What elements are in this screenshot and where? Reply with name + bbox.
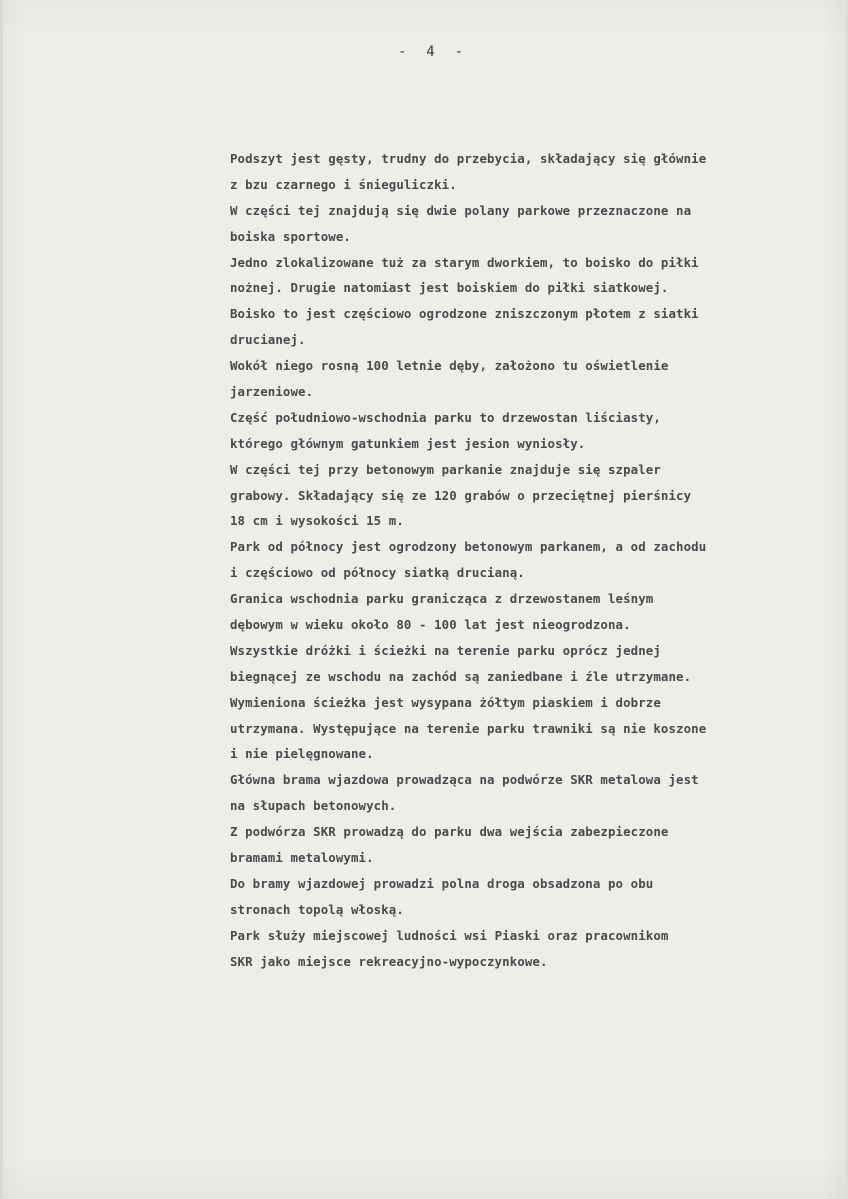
text-line: Granica wschodnia parku granicząca z drzewostanem leśnym (230, 591, 654, 607)
text-line: 18 cm i wysokości 15 m. (230, 513, 404, 529)
text-line: utrzymana. Występujące na terenie parku trawniki są nie koszone (230, 720, 707, 736)
text-line: Park od północy jest ogrodzony betonowym parkanem, a od zachodu (230, 539, 707, 555)
text-line: Główna brama wjazdowa prowadząca na podwórze SKR metalowa jest (230, 772, 699, 788)
text-line: Wymieniona ścieżka jest wysypana żółtym piaskiem i dobrze (230, 694, 661, 710)
text-line: nożnej. Drugie natomiast jest boiskiem do piłki siatkowej. (230, 280, 669, 296)
text-line: Podszyt jest gęsty, trudny do przebycia, składający się głównie (230, 151, 707, 166)
text-line: i częściowo od północy siatką drucianą. (230, 565, 525, 581)
text-line: Wszystkie dróżki i ścieżki na terenie parku oprócz jednej (230, 642, 661, 658)
text-line: W części tej znajdują się dwie polany parkowe przeznaczone na (230, 202, 692, 218)
text-line: Z podwórza SKR prowadzą do parku dwa wejścia zabezpieczone (230, 824, 669, 840)
text-line: Park służy miejscowej ludności wsi Piaski oraz pracownikom (230, 927, 669, 943)
text-line: dębowym w wieku około 80 - 100 lat jest nieogrodzona. (230, 617, 631, 633)
text-line: bramami metalowymi. (230, 850, 374, 866)
text-line: z bzu czarnego i śnieguliczki. (230, 176, 457, 192)
text-line: Wokół niego rosną 100 letnie dęby, założono tu oświetlenie (230, 358, 669, 374)
page-number: - 4 - (398, 44, 465, 60)
text-line: Część południowo-wschodnia parku to drzewostan liściasty, (230, 409, 661, 425)
text-line: grabowy. Składający się ze 120 grabów o przeciętnej pierśnicy (230, 487, 692, 503)
text-line: i nie pielęgnowane. (230, 746, 374, 762)
text-line: Do bramy wjazdowej prowadzi polna droga obsadzona po obu (230, 875, 654, 891)
text-line: biegnącej ze wschodu na zachód są zaniedbane i źle utrzymane. (230, 668, 692, 684)
text-line: którego głównym gatunkiem jest jesion wyniosły. (230, 435, 586, 451)
text-line: drucianej. (230, 332, 306, 348)
text-line: jarzeniowe. (230, 384, 314, 400)
text-line: na słupach betonowych. (230, 798, 397, 814)
body-text (230, 146, 830, 975)
text-line: W części tej przy betonowym parkanie znajduje się szpaler (230, 461, 661, 477)
text-line: Boisko to jest częściowo ogrodzone zniszczonym płotem z siatki (230, 306, 699, 322)
text-line: Jedno zlokalizowane tuż za starym dworkiem, to boisko do piłki (230, 254, 699, 270)
text-line: stronach topolą włoską. (230, 901, 404, 917)
text-line: boiska sportowe. (230, 228, 351, 244)
text-line: SKR jako miejsce rekreacyjno-wypoczynkowe. (230, 953, 548, 969)
page-left-edge (0, 0, 3, 1199)
